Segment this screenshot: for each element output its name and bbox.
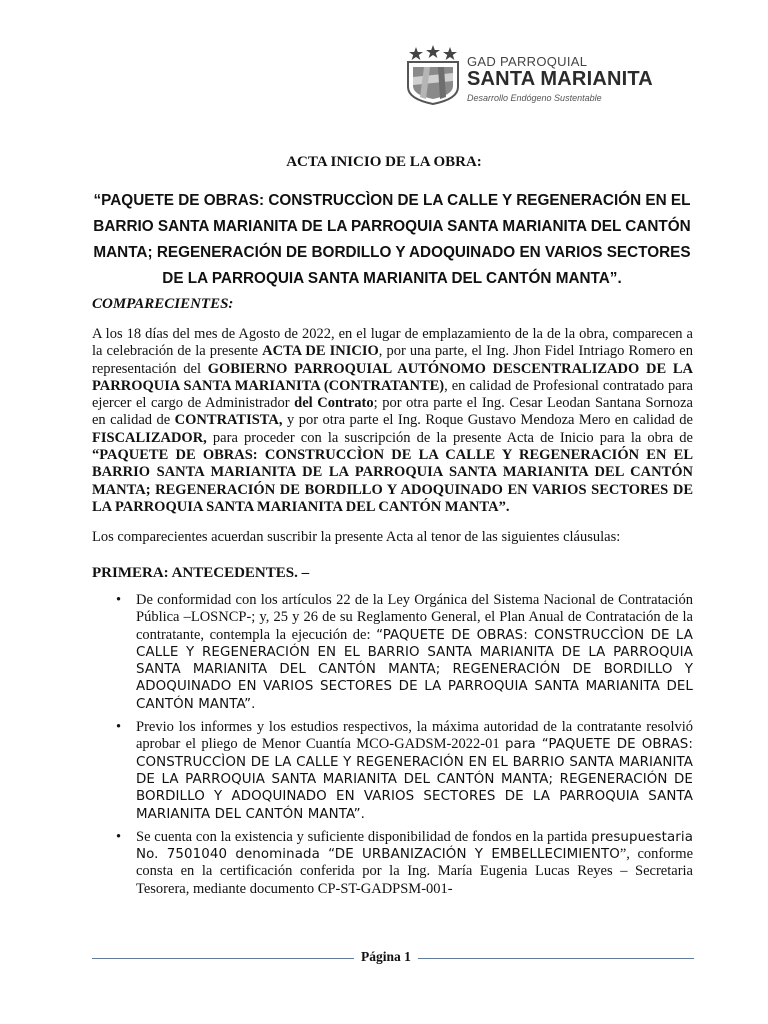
text-span: Previo los informes y los estudios respectivos, la máxima autoridad de la contratante resolvió aprobar el pliego de Menor Cuantía MCO-GADSM-2022-01: [136, 719, 693, 753]
text-span: De conformidad con los artículos 22 de la Ley Orgánica del Sistema Nacional de Contratación Pública –LOSNCP-; y, 25 y 26 de su Reglamento General, el Plan Anual de Contratación de la contratante, contempla la ejecución de:: [136, 592, 693, 643]
bullet-icon: •: [116, 719, 122, 736]
comparecientes-heading: COMPARECIENTES:: [92, 296, 234, 312]
text-span: “PAQUETE DE OBRAS: CONSTRUCCÌON DE LA CALLE Y REGENERACIÓN EN EL BARRIO SANTA MARIANITA DE LA PARROQUIA SANTA MARIANITA DEL CANTÓN MANTA; REGENERACIÓN DE BORDILLO Y ADOQUINADO EN VARIOS SECTORES DE LA PARROQUIA SANTA MARIANITA DEL CANTÓN MANTA”.: [136, 627, 693, 712]
text-span: A los 18 días del mes de Agosto de 2022, en el lugar de emplazamiento de la de la obra, comparecen a la celebración de la presente: [92, 326, 693, 360]
text-span: Se cuenta con la existencia y suficiente disponibilidad de fondos en la partida: [136, 828, 592, 845]
primera-heading: PRIMERA: ANTECEDENTES. –: [92, 565, 310, 581]
header-logo: [404, 45, 704, 105]
list-item: [92, 829, 693, 898]
list-item: [92, 592, 693, 713]
text-span: y por otra parte el Ing. Roque Gustavo Mendoza Mero en calidad de: [282, 412, 693, 429]
text-bold: ACTA DE INICIO: [262, 343, 379, 360]
logo-line-gad: GAD PARROQUIAL: [467, 54, 588, 69]
page-number: Página 1: [361, 949, 411, 964]
work-title: “PAQUETE DE OBRAS: CONSTRUCCÌON DE LA CALLE Y REGENERACIÓN EN EL BARRIO SANTA MARIANITA DE LA PARROQUIA SANTA MARIANITA DEL CANTÓN MANTA; REGENERACIÓN DE BORDILLO Y ADOQUINADO EN VARIOS SECTORES DE LA PARROQUIA SANTA MARIANITA DEL CANTÓN MANTA”.: [93, 192, 691, 287]
logo-line-tagline: Desarrollo Endógeno Sustentable: [467, 93, 602, 103]
footer-rule-left: [92, 958, 354, 959]
document-title: ACTA INICIO DE LA OBRA:: [286, 154, 482, 170]
logo-line-name: SANTA MARIANITA: [467, 68, 653, 90]
text-bold: CONTRATISTA,: [174, 412, 283, 429]
shield-emblem-icon: [404, 45, 462, 105]
text-span: ; por otra parte el Ing. Cesar Leodan Santana Sornoza en calidad de: [92, 395, 693, 429]
text-bold: del Contrato: [294, 395, 374, 412]
text-span: para “PAQUETE DE OBRAS: CONSTRUCCÌON DE LA CALLE Y REGENERACIÓN EN EL BARRIO SANTA MARIANITA DE LA PARROQUIA SANTA MARIANITA DEL CANTÓN MANTA; REGENERACIÓN DE BORDILLO Y ADOQUINADO EN VARIOS SECTORES DE LA PARROQUIA SANTA MARIANITA DEL CANTÓN MANTA”.: [136, 737, 693, 822]
bullet-icon: •: [116, 592, 122, 608]
text-span: , en calidad de Profesional contratado para ejercer el cargo de Administrador: [92, 377, 693, 412]
text-bold: “PAQUETE DE OBRAS: CONSTRUCCÌON DE LA CALLE Y REGENERACIÓN EN EL BARRIO SANTA MARIANITA DE LA PARROQUIA SANTA MARIANITA DEL CANTÓN MANTA; REGENERACIÓN DE BORDILLO Y ADOQUINADO EN VARIOS SECTORES DE LA PARROQUIA SANTA MARIANITA DEL CANTÓN MANTA”.: [92, 447, 693, 515]
text-bold: GOBIERNO PARROQUIAL AUTÓNOMO DESCENTRALIZADO DE LA PARROQUIA SANTA MARIANITA (CONTRATANTE): [92, 360, 693, 394]
list-item: [92, 719, 693, 823]
antecedentes-list: [92, 592, 693, 904]
text-bold: FISCALIZADOR,: [92, 429, 207, 446]
text-span: presupuestaria No. 7501040 denominada “DE URBANIZACIÓN Y EMBELLECIMIENTO: [136, 829, 693, 863]
comparecientes-paragraph: [92, 326, 693, 516]
comparecientes-closing: Los comparecientes acuerdan suscribir la presente Acta al tenor de las siguientes cláusulas:: [92, 529, 621, 545]
text-span: , por una parte, el Ing. Jhon Fidel Intriago Romero en representación del: [92, 343, 693, 377]
text-span: para proceder con la suscripción de la presente Acta de Inicio para la obra de: [206, 429, 693, 446]
text-span: ”, conforme consta en la certificación conferida por la Ing. María Eugenia Lucas Reyes – Secretaria Tesorera, mediante documento CP-ST-GADPSM-001-: [136, 846, 693, 897]
bullet-icon: •: [116, 828, 122, 845]
footer-rule-right: [418, 958, 694, 959]
